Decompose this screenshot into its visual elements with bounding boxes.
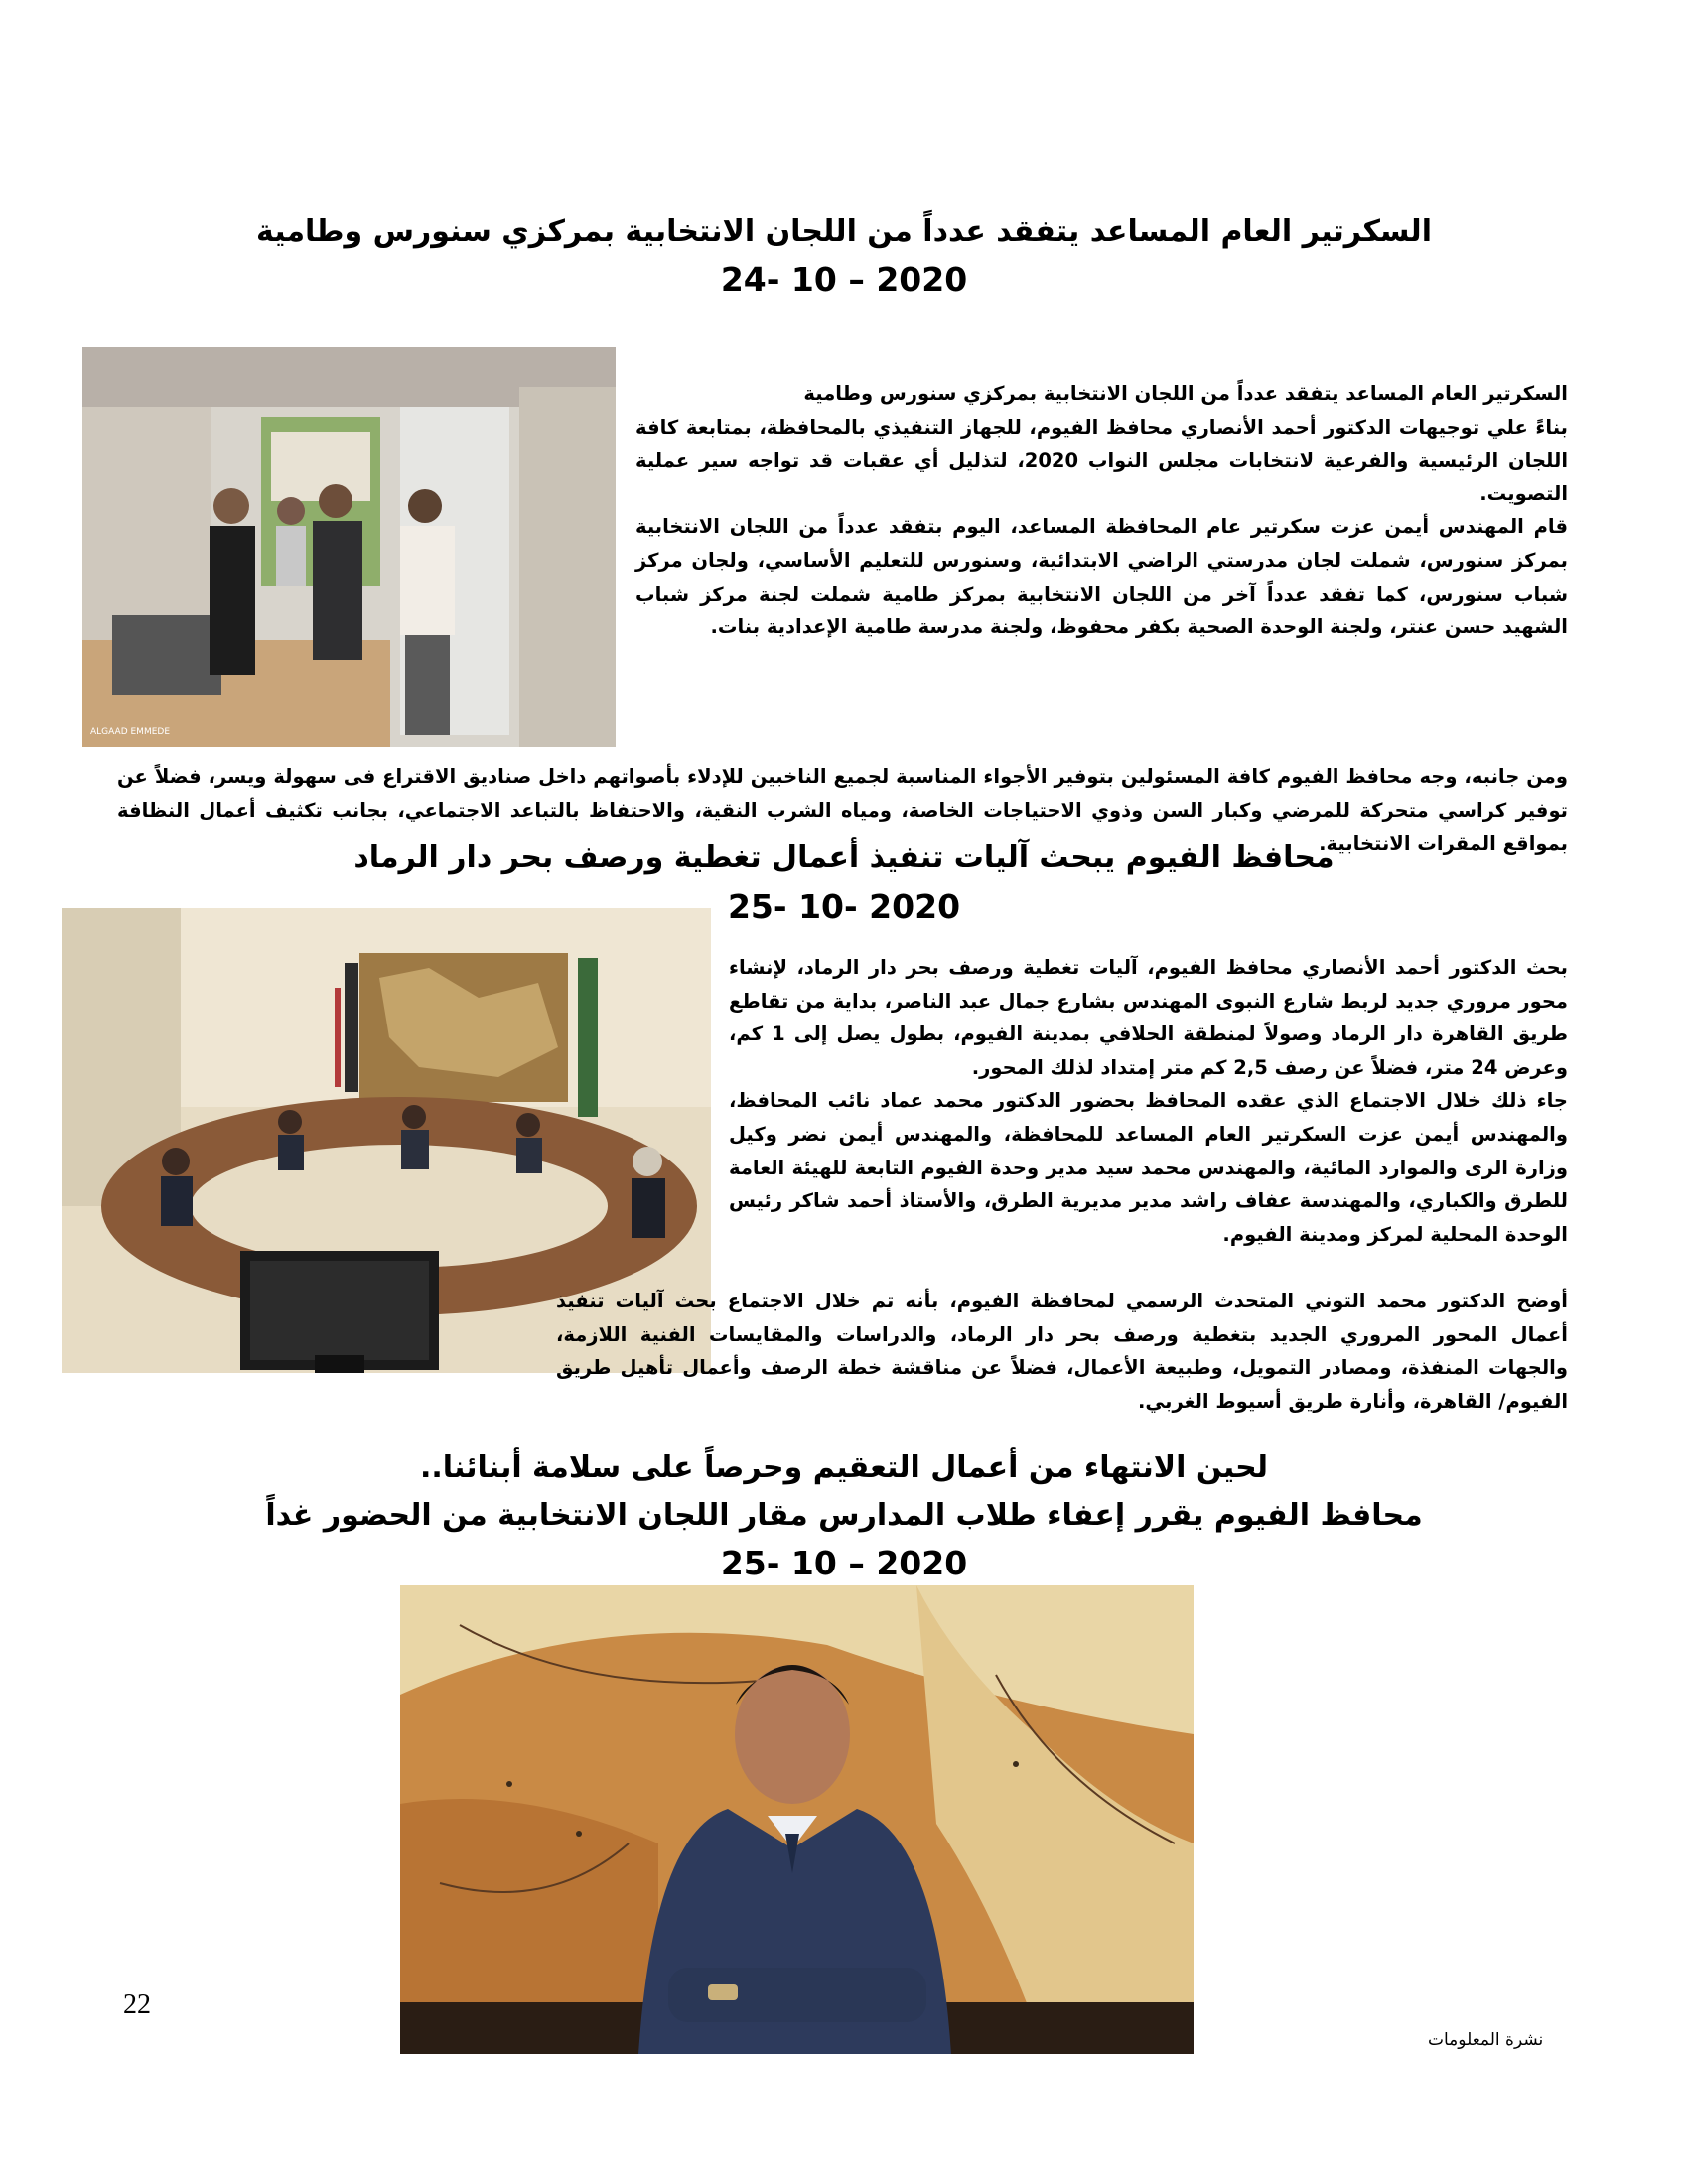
article-1-paragraph-2: بناءً علي توجيهات الدكتور أحمد الأنصاري محافظ الفيوم، للجهاز التنفيذي بالمحافظة، بمتابعة كافة اللجان الرئيسية والفرعية لانتخابات مجلس النواب 2020، لتذليل أي عقبات قد تواجه سير عملية التصويت. [635,415,1569,505]
photo-watermark: ALGAAD EMMEDE [90,727,171,737]
article-1-body-top [635,377,1568,759]
article-2-body-bottom [556,1285,1568,1418]
article-1-paragraph-1: السكرتير العام المساعد يتفقد عدداً من اللجان الانتخابية بمركزي سنورس وطامية [803,382,1568,405]
newsletter-footer: نشرة المعلومات [1428,2030,1544,2050]
article-1-paragraph-4: ومن جانبه، وجه محافظ الفيوم كافة المسئولين بتوفير الأجواء المناسبة لجميع الناخبين للإدلاء بأصواتهم داخل صناديق الاقتراع فى سهولة ويسر، فضلاً عن توفير كراسي متحركة للمرضي وكبار السن وذوي الاحتياجات الخاصة، ومياه الشرب النقية، والاحتفاظ بالتباعد الاجتماعي، بجانب تكثيف أعمال النظافة بمواقع المقرات الانتخابية. [117,765,1568,856]
photo-election-committee [82,347,616,747]
article-3-title-line-2: محافظ الفيوم يقرر إعفاء طلاب المدارس مقار اللجان الانتخابية من الحضور غداً [265,1498,1423,1533]
article-2-paragraph-1: بحث الدكتور أحمد الأنصاري محافظ الفيوم، آليات تغطية ورصف بحر دار الرماد، لإنشاء محور مروري جديد لربط شارع النبوى المهندس بشارع جمال عبد الناصر، بداية من تقاطع طريق القاهرة دار الرماد وصولاً لمنطقة الحلافي بمدينة الفيوم، بطول يصل إلى 1 كم، وعرض 24 متر، فضلاً عن رصف 2,5 كم متر إمتداد لذلك المحور. [729,956,1568,1079]
article-2-paragraph-3: أوضح الدكتور محمد التوني المتحدث الرسمي لمحافظة الفيوم، بأنه تم خلال الاجتماع بحث آليات تنفيذ أعمال المحور المروري الجديد بتغطية ورصف بحر دار الرماد، والدراسات والمقايسات الفنية اللازمة، والجهات المنفذة، ومصادر التمويل، وطبيعة الأعمال، فضلاً عن مناقشة خطة الرصف وأعمال تأهيل طريق الفيوم/ القاهرة، وأنارة طريق أسيوط الغربي. [556,1290,1568,1413]
article-1-date: 24- 10 – 2020 [720,260,968,299]
article-2-title: محافظ الفيوم يبحث آليات تنفيذ أعمال تغطية ورصف بحر دار الرماد [353,840,1335,875]
article-2-paragraph-2: جاء ذلك خلال الاجتماع الذي عقده المحافظ بحضور الدكتور محمد عماد نائب المحافظ، والمهندس أيمن عزت السكرتير العام المساعد للمحافظة، والمهندس أيمن نضر وكيل وزارة الرى والموارد المائية، والمهندس محمد سيد مدير وحدة الفيوم التابعة للهيئة العامة للطرق والكباري، والمهندسة عفاف راشد مدير مديرية الطرق، والأستاذ أحمد شاكر رئيس الوحدة المحلية لمركز ومدينة الفيوم. [729,1089,1568,1246]
article-3-title-line-1: لحين الانتهاء من أعمال التعقيم وحرصاً على سلامة أبنائنا.. [419,1450,1269,1485]
photo-governor-portrait [400,1585,1194,2054]
article-2-date: 25- 10- 2020 [727,887,961,926]
article-1-paragraph-3: قام المهندس أيمن عزت سكرتير عام المحافظة المساعد، اليوم بتفقد عدداً من اللجان الانتخابية بمركز سنورس، شملت لجان مدرستي الراضي الابتدائية، وسنورس للتعليم الأساسي، ولجان مركز شباب سنورس، كما تفقد عدداً آخر من اللجان الانتخابية بمركز طامية شملت لجنة مركز شباب الشهيد حسن عنتر، ولجنة الوحدة الصحية بكفر محفوظ، ولجنة مدرسة طامية الإعدادية بنات. [635,515,1568,639]
article-2-body-top [729,951,1568,1251]
article-3-date: 25- 10 – 2020 [720,1544,968,1582]
article-1-title: السكرتير العام المساعد يتفقد عدداً من اللجان الانتخابية بمركزي سنورس وطامية [256,214,1432,249]
page-number: 22 [123,1989,151,2020]
